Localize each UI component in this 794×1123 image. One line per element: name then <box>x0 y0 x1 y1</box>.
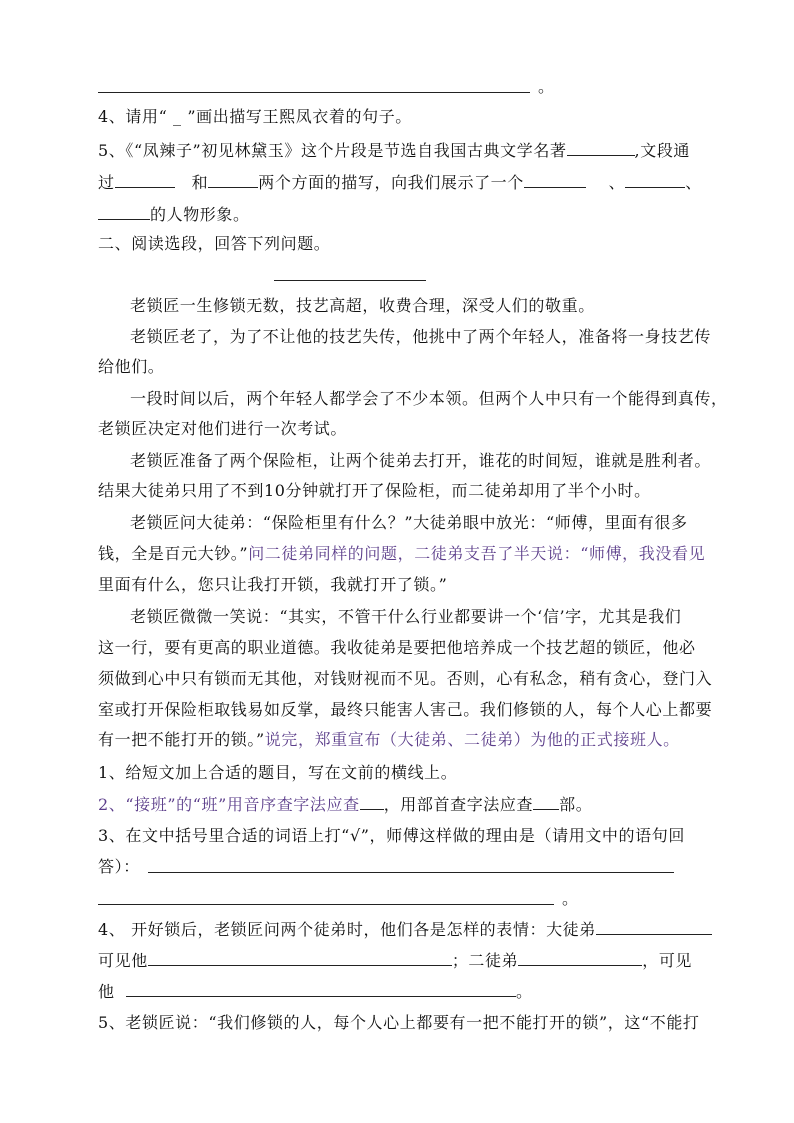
question-3-l1: 3、在文中括号里合适的词语上打“√”，师傅这样做的理由是（请用文中的语句回 <box>98 826 685 845</box>
answer-line <box>148 872 674 873</box>
question-4b-l3: 他 。 <box>98 982 533 1001</box>
line-end-mark: 。 <box>562 889 579 908</box>
question-2: 2、“接班”的“班”用音序查字法应查 ，用部首查字法应查 部。 <box>98 795 593 814</box>
question-5-line2: 过 和 两个方面的描写，向我们展示了一个 、 、 <box>98 173 702 192</box>
passage-p3-l1: 一段时间以后，两个年轻人都学会了不少本领。但两个人中只有一个能得到真传， <box>130 389 728 408</box>
passage-p6-l4: 室或打开保险柜取钱易如反掌，最终只能害人害己。我们修锁的人，每个人心上都要 <box>98 700 713 719</box>
question-5-line3: 的人物形象。 <box>98 203 250 226</box>
passage-p4-l1: 老锁匠准备了两个保险柜，让两个徒弟去打开，谁花的时间短，谁就是胜利者。 <box>130 451 712 470</box>
answer-line <box>98 904 554 905</box>
passage-p6-l3: 须做到心中只有锁而无其他，对钱财视而不见。否则，心有私念，稍有贪心，登门入 <box>98 669 713 688</box>
passage-p6-l1: 老锁匠微微一笑说：“其实，不管干什么行业都要讲一个‘信’字，尤其是我们 <box>130 607 682 626</box>
passage-p1: 老锁匠一生修锁无数，技艺高超，收费合理，深受人们的敬重。 <box>130 296 595 315</box>
question-5: 5、《“凤辣子”初见林黛玉》这个片段是节选自我国古典文学名著 ,文段通 <box>98 141 691 160</box>
passage-p5-l1: 老锁匠问大徒弟：“保险柜里有什么？”大徒弟眼中放光：“师傅，里面有很多 <box>130 513 688 532</box>
passage-p6-l5: 有一把不能打开的锁。”说完，郑重宣布（大徒弟、二徒弟）为他的正式接班人。 <box>98 730 680 749</box>
passage-p3-l2: 老锁匠决定对他们进行一次考试。 <box>98 419 348 438</box>
line-end-mark: 。 <box>538 77 555 96</box>
question-4b-l2: 可见他 ；二徒弟 ，可见 <box>98 951 693 970</box>
passage-p5-l2: 钱，全是百元大钞。”问二徒弟同样的问题，二徒弟支吾了半天说：“师傅，我没看见 <box>98 544 706 563</box>
question-1: 1、给短文加上合适的题目，写在文前的横线上。 <box>98 763 458 782</box>
question-4: 4、请用“ _ ”画出描写王熙凤衣着的句子。 <box>98 107 412 126</box>
question-4b-l1: 4、 开好锁后，老锁匠问两个徒弟时，他们各是怎样的表情：大徒弟 <box>98 918 712 941</box>
passage-p4-l2: 结果大徒弟只用了不到10分钟就打开了保险柜，而二徒弟却用了半个小时。 <box>98 481 651 500</box>
passage-p2-l1: 老锁匠老了，为了不让他的技艺失传，他挑中了两个年轻人，准备将一身技艺传 <box>130 327 712 346</box>
question-5b-l1: 5、老锁匠说：“我们修锁的人，每个人心上都要有一把不能打开的锁”，这“不能打 <box>98 1013 700 1032</box>
title-blank-line <box>274 280 426 281</box>
passage-p2-l2: 给他们。 <box>98 357 165 376</box>
section-2-title: 二、阅读选段，回答下列问题。 <box>98 234 331 253</box>
question-3-l2: 答）： <box>98 857 140 876</box>
passage-p6-l2: 这一行，要有更高的职业道德。我收徒弟是要把他培养成一个技艺超的锁匠，他必 <box>98 638 696 657</box>
passage-p5-l3: 里面有什么，您只让我打开锁，我就打开了锁。” <box>98 575 448 594</box>
answer-line <box>98 92 530 93</box>
